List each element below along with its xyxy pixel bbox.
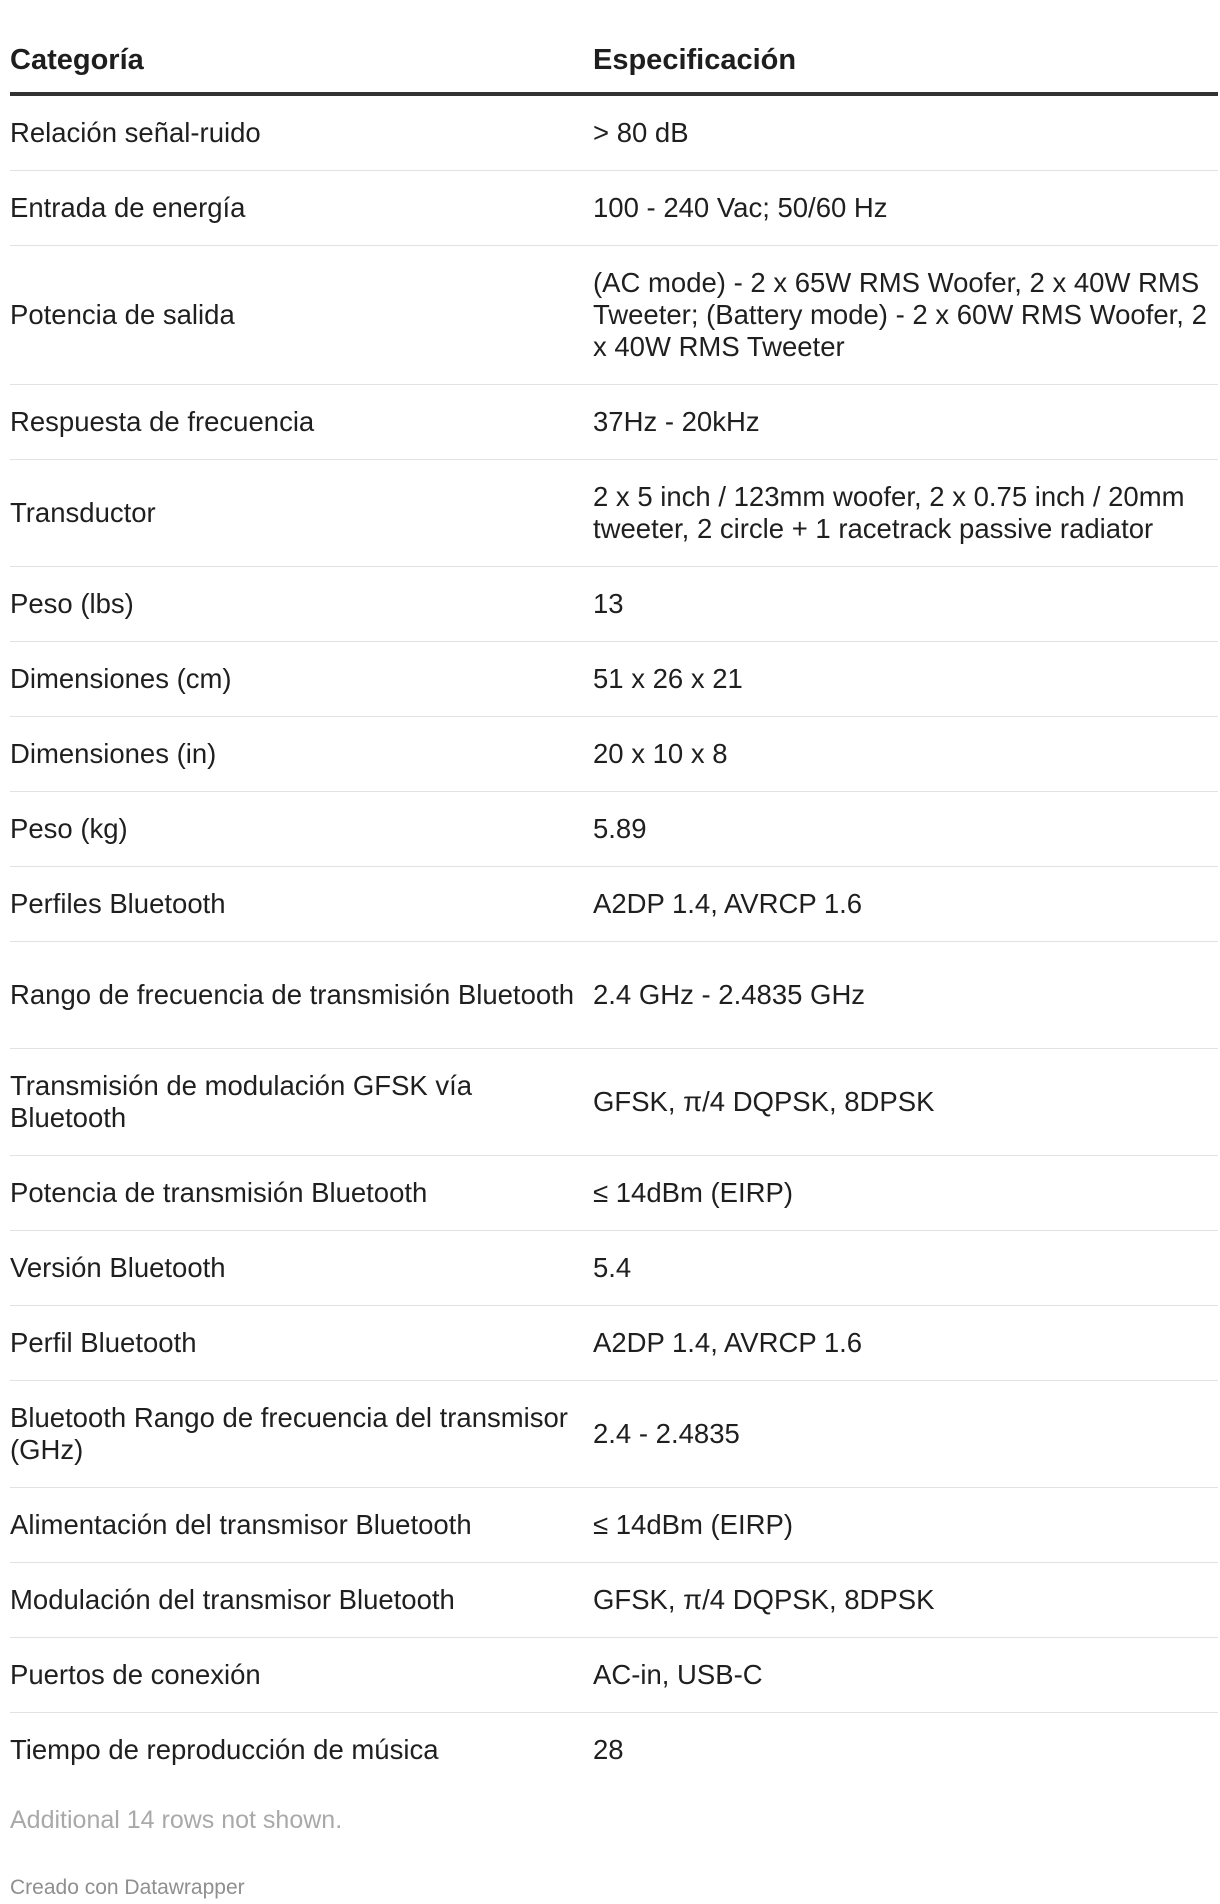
category-cell (10, 642, 593, 717)
spec-cell (593, 246, 1218, 385)
category-cell (10, 460, 593, 567)
category-text: Bluetooth Rango de frecuencia del transmisor (GHz) (10, 1402, 568, 1465)
spec-text: 2 x 5 inch / 123mm woofer, 2 x 0.75 inch / 20mm tweeter, 2 circle + 1 racetrack passive radiator (593, 481, 1185, 544)
spec-text: ≤ 14dBm (EIRP) (593, 1509, 794, 1540)
spec-cell (593, 94, 1218, 171)
category-text: Dimensiones (in) (10, 738, 217, 769)
category-cell (10, 1563, 593, 1638)
category-cell (10, 385, 593, 460)
spec-text: > 80 dB (593, 117, 689, 148)
table-row (10, 792, 1218, 867)
category-text: Entrada de energía (10, 192, 246, 223)
category-cell (10, 942, 593, 1049)
category-text: Potencia de salida (10, 299, 235, 330)
spec-cell (593, 942, 1218, 1049)
category-cell (10, 867, 593, 942)
spec-cell (593, 717, 1218, 792)
category-text: Relación señal-ruido (10, 117, 261, 148)
category-text: Peso (kg) (10, 813, 128, 844)
spec-cell (593, 567, 1218, 642)
category-text: Tiempo de reproducción de música (10, 1734, 439, 1765)
category-text: Transductor (10, 497, 156, 528)
spec-table (10, 0, 1218, 1787)
category-cell (10, 792, 593, 867)
table-body (10, 94, 1218, 1787)
spec-cell (593, 1563, 1218, 1638)
spec-text: 13 (593, 588, 624, 619)
category-text: Versión Bluetooth (10, 1252, 226, 1283)
table-row (10, 1488, 1218, 1563)
category-cell (10, 717, 593, 792)
spec-text: 28 (593, 1734, 624, 1765)
category-cell (10, 1488, 593, 1563)
category-text: Respuesta de frecuencia (10, 406, 315, 437)
spec-text: ≤ 14dBm (EIRP) (593, 1177, 794, 1208)
category-cell (10, 567, 593, 642)
table-row (10, 1049, 1218, 1156)
spec-cell (593, 460, 1218, 567)
table-row (10, 1306, 1218, 1381)
table-row (10, 567, 1218, 642)
category-text: Modulación del transmisor Bluetooth (10, 1584, 455, 1615)
category-text: Peso (lbs) (10, 588, 134, 619)
table-row (10, 1713, 1218, 1788)
table-row (10, 642, 1218, 717)
table-row (10, 171, 1218, 246)
table-row (10, 867, 1218, 942)
table-header (10, 0, 1218, 94)
table-row (10, 1156, 1218, 1231)
spec-text: 5.4 (593, 1252, 632, 1283)
category-cell (10, 1049, 593, 1156)
table-row (10, 246, 1218, 385)
spec-cell (593, 171, 1218, 246)
category-cell (10, 1231, 593, 1306)
category-cell (10, 1306, 593, 1381)
spec-text: A2DP 1.4, AVRCP 1.6 (593, 888, 863, 919)
category-text: Transmisión de modulación GFSK vía Bluetooth (10, 1070, 473, 1133)
rows-not-shown-note: Additional 14 rows not shown. (10, 1806, 343, 1834)
category-text: Perfil Bluetooth (10, 1327, 197, 1358)
spec-cell (593, 1381, 1218, 1488)
spec-text: 5.89 (593, 813, 647, 844)
spec-cell (593, 1488, 1218, 1563)
spec-text: AC-in, USB-C (593, 1659, 763, 1690)
category-text: Puertos de conexión (10, 1659, 261, 1690)
header-especificacion: Especificación (593, 0, 1218, 94)
spec-text: 51 x 26 x 21 (593, 663, 743, 694)
table-row (10, 717, 1218, 792)
spec-text: (AC mode) - 2 x 65W RMS Woofer, 2 x 40W RMS Tweeter; (Battery mode) - 2 x 60W RMS Woofer, 2 x 40W RMS Tweeter (593, 267, 1207, 362)
spec-cell (593, 385, 1218, 460)
spec-text: 100 - 240 Vac; 50/60 Hz (593, 192, 888, 223)
spec-cell (593, 1638, 1218, 1713)
table-row (10, 1381, 1218, 1488)
category-cell (10, 1638, 593, 1713)
spec-text: GFSK, π/4 DQPSK, 8DPSK (593, 1086, 935, 1117)
spec-cell (593, 642, 1218, 717)
header-categoria: Categoría (10, 0, 593, 94)
category-text: Potencia de transmisión Bluetooth (10, 1177, 428, 1208)
category-cell (10, 171, 593, 246)
spec-text: 2.4 - 2.4835 (593, 1418, 740, 1449)
category-cell (10, 246, 593, 385)
spec-cell (593, 867, 1218, 942)
category-text: Alimentación del transmisor Bluetooth (10, 1509, 472, 1540)
spec-cell (593, 1231, 1218, 1306)
category-text: Dimensiones (cm) (10, 663, 232, 694)
spec-cell (593, 1156, 1218, 1231)
category-text: Perfiles Bluetooth (10, 888, 226, 919)
table-row (10, 1638, 1218, 1713)
datawrapper-credit: Creado con Datawrapper (10, 1876, 245, 1899)
spec-cell (593, 1049, 1218, 1156)
category-text: Rango de frecuencia de transmisión Bluetooth (10, 979, 575, 1010)
table-row (10, 942, 1218, 1049)
table-row (10, 94, 1218, 171)
spec-cell (593, 1713, 1218, 1788)
spec-text: GFSK, π/4 DQPSK, 8DPSK (593, 1584, 935, 1615)
spec-cell (593, 792, 1218, 867)
table-row (10, 1231, 1218, 1306)
header-row (10, 0, 1218, 94)
category-cell (10, 1156, 593, 1231)
spec-table-container (10, 0, 1218, 1787)
table-row (10, 1563, 1218, 1638)
table-row (10, 460, 1218, 567)
category-cell (10, 94, 593, 171)
spec-text: 37Hz - 20kHz (593, 406, 760, 437)
spec-text: 2.4 GHz - 2.4835 GHz (593, 979, 866, 1010)
spec-text: A2DP 1.4, AVRCP 1.6 (593, 1327, 863, 1358)
table-row (10, 385, 1218, 460)
category-cell (10, 1381, 593, 1488)
category-cell (10, 1713, 593, 1788)
spec-cell (593, 1306, 1218, 1381)
spec-text: 20 x 10 x 8 (593, 738, 728, 769)
